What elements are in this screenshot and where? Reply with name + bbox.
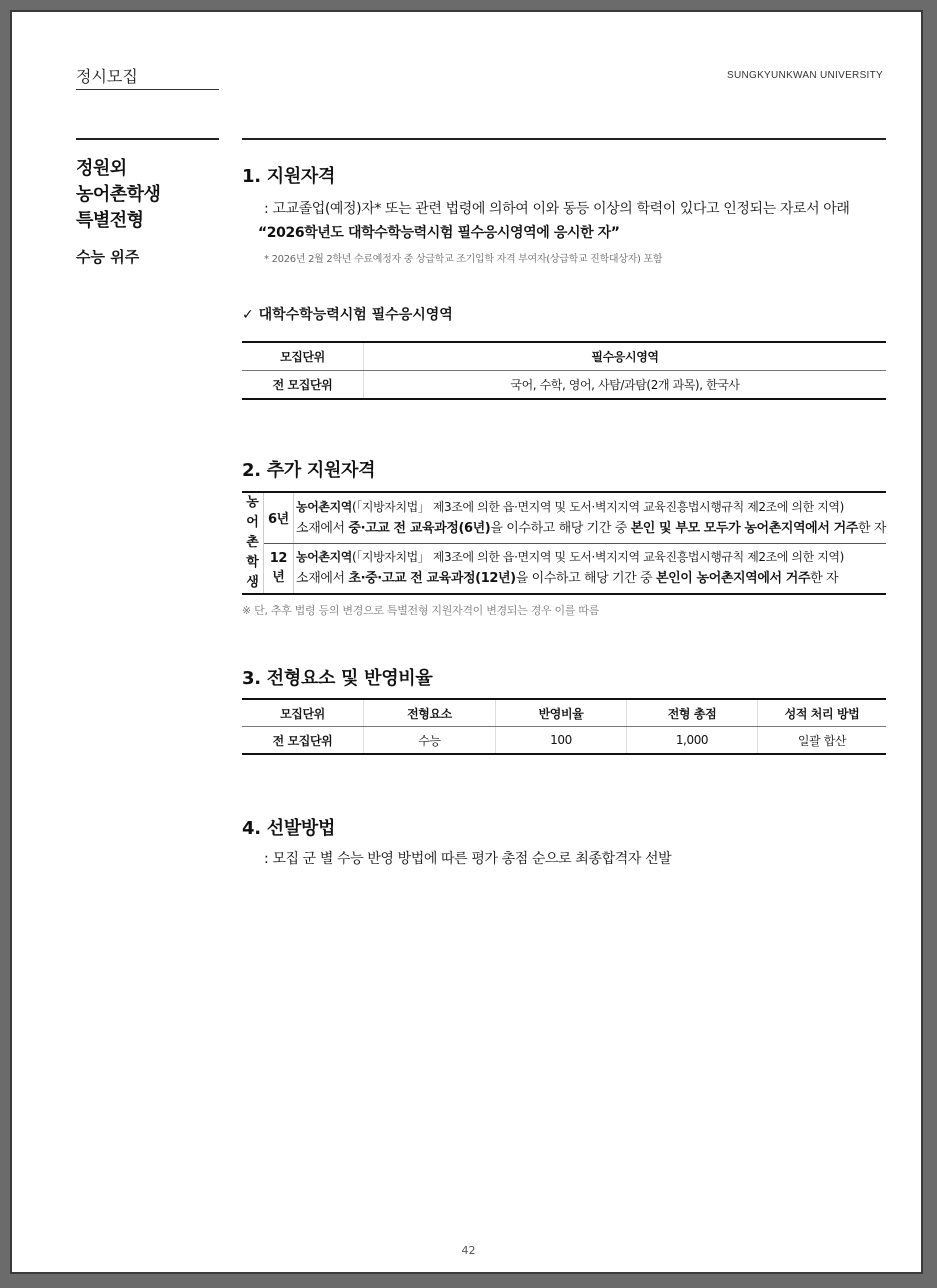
- sidebar-title-line: 정원외: [76, 158, 127, 179]
- desc-text: 한 자: [857, 520, 886, 536]
- desc-bold: 본인이 농어촌지역에서 거주: [655, 571, 811, 587]
- table-row: [242, 492, 886, 543]
- table-cell: 전 모집단위: [242, 371, 364, 400]
- law-reference: (「지방자치법」 제3조에 의한 읍·면지역 및 도서·벽지지역 교육진흥법시행규칙 제2조에 의한 지역): [352, 550, 844, 565]
- years-cell: 6년: [263, 492, 293, 543]
- required-areas-table: [242, 341, 886, 400]
- table-header: 반영비율: [496, 699, 627, 727]
- group-cell: [242, 492, 263, 594]
- table-header: 모집단위: [242, 699, 364, 727]
- section3-title: 3. 전형요소 및 반영비율: [242, 668, 433, 689]
- header-university: SUNGKYUNKWAN UNIVERSITY: [727, 70, 883, 81]
- document-page: [10, 10, 923, 1274]
- additional-qualification-table: [242, 491, 886, 595]
- desc-text: 한 자: [810, 571, 839, 587]
- section4-text: : 모집 군 별 수능 반영 방법에 따른 평가 총점 순으로 최종합격자 선발: [264, 851, 672, 867]
- law-reference: (「지방자치법」 제3조에 의한 읍·면지역 및 도서·벽지지역 교육진흥법시행규칙 제2조에 의한 지역): [352, 499, 844, 514]
- table-cell: 국어, 수학, 영어, 사탐/과탐(2개 과목), 한국사: [364, 371, 887, 400]
- section2-note: ※ 단, 추후 법령 등의 변경으로 특별전형 지원자격이 변경되는 경우 이를 따름: [242, 604, 600, 617]
- sidebar-title-line: 농어촌학생: [76, 184, 161, 205]
- description-cell: [294, 543, 886, 594]
- header-divider: [76, 89, 219, 90]
- group-label-line: 농어촌: [246, 495, 259, 550]
- desc-bold: 초·중·고교 전 교육과정(12년): [348, 571, 516, 587]
- years-cell: 12년: [263, 543, 293, 594]
- section1-line1: : 고교졸업(예정)자* 또는 관련 법령에 의하여 이와 동등 이상의 학력이 있다고 인정되는 자로서 아래: [264, 201, 850, 217]
- table-row: [242, 543, 886, 594]
- desc-text: 소재에서: [296, 520, 349, 536]
- table-cell: 1,000: [627, 727, 758, 755]
- required-areas-heading: ✓ 대학수학능력시험 필수응시영역: [242, 307, 453, 323]
- section4-title: 4. 선발방법: [242, 818, 336, 839]
- group-label-line: 학생: [246, 555, 259, 590]
- page-number: 42: [461, 1244, 476, 1257]
- desc-bold: 본인 및 부모 모두가 농어촌지역에서 거주: [630, 520, 858, 536]
- rural-area-label: 농어촌지역: [296, 499, 352, 514]
- table-cell: 전 모집단위: [242, 727, 364, 755]
- desc-text: 을 이수하고 해당 기간 중: [515, 571, 656, 587]
- header-section-title: 정시모집: [76, 67, 138, 86]
- table-cell: 일괄 합산: [758, 727, 887, 755]
- section1-line2: “2026학년도 대학수학능력시험 필수응시영역에 응시한 자”: [258, 225, 620, 241]
- desc-bold: 중·고교 전 교육과정(6년): [348, 520, 491, 536]
- table-header: 전형 총점: [627, 699, 758, 727]
- section2-title: 2. 추가 지원자격: [242, 460, 376, 481]
- sidebar-divider: [76, 138, 219, 140]
- rural-area-label: 농어촌지역: [296, 550, 352, 565]
- table-header: 필수응시영역: [364, 342, 887, 371]
- table-header: 전형요소: [364, 699, 496, 727]
- sidebar-subtitle: 수능 위주: [76, 248, 140, 266]
- desc-text: 을 이수하고 해당 기간 중: [490, 520, 631, 536]
- sidebar-title: [76, 156, 160, 234]
- section1-title: 1. 지원자격: [242, 166, 336, 187]
- selection-factors-table: [242, 698, 886, 755]
- sidebar-title-line: 특별전형: [76, 210, 144, 231]
- desc-text: 소재에서: [296, 571, 349, 587]
- section1-note: * 2026년 2월 2학년 수료예정자 중 상급학교 조기입학 자격 부여자(상급학교 진학대상자) 포함: [264, 254, 663, 265]
- table-cell: 수능: [364, 727, 496, 755]
- table-header: 성적 처리 방법: [758, 699, 887, 727]
- main-divider: [242, 138, 886, 140]
- description-cell: [294, 492, 886, 543]
- table-header: 모집단위: [242, 342, 364, 371]
- table-cell: 100: [496, 727, 627, 755]
